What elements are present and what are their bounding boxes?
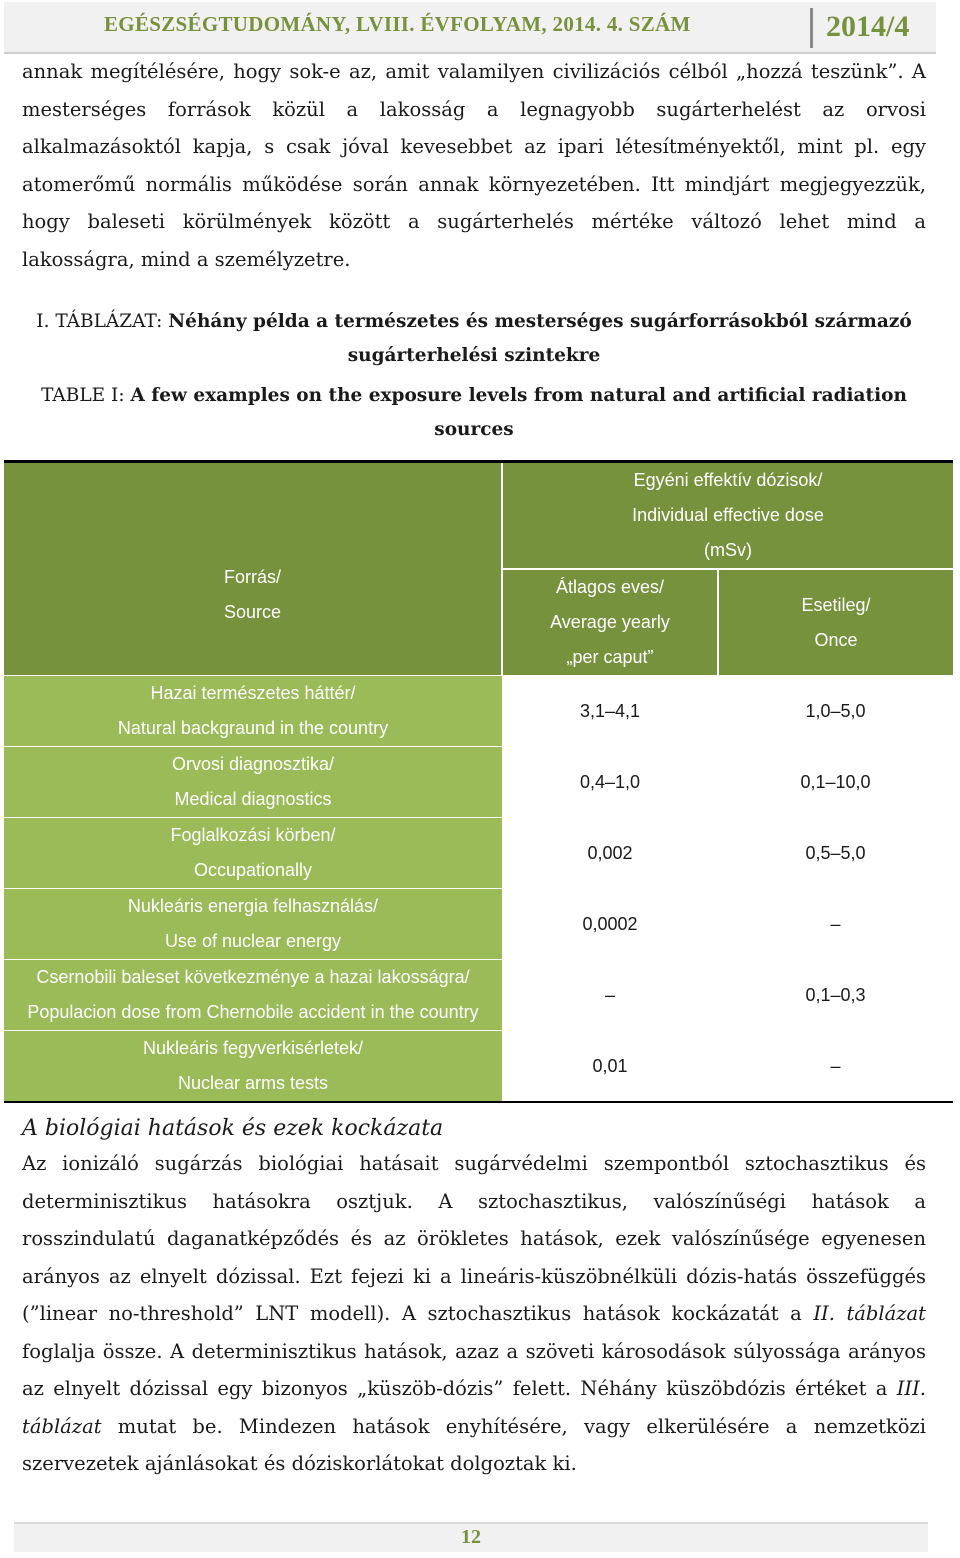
source-hu: Orvosi diagnosztika/: [171, 754, 335, 774]
source-en: Use of nuclear energy: [164, 931, 342, 951]
table-row: [4, 747, 953, 818]
page-header: [4, 2, 936, 54]
caption-hu-prefix: I. TÁBLÁZAT:: [36, 311, 169, 332]
body-text-3: mutat be. Mindezen hatások enyhítésére, vagy elkerülésére a nemzetközi szervezetek ajánlásokat és dóziskorlátokat dolgoztak ki.: [22, 1414, 926, 1475]
exposure-table: [4, 460, 953, 1103]
source-cell: [4, 747, 502, 818]
table-row: [4, 676, 953, 747]
header-avg-note: „per caput”: [566, 647, 654, 667]
avg-value: 0,01: [502, 1031, 718, 1103]
table-row: [4, 960, 953, 1031]
source-cell: [4, 889, 502, 960]
header-avg-hu: Átlagos eves/: [555, 577, 665, 597]
source-hu: Nukleáris energia felhasználás/: [127, 896, 379, 916]
header-source-hu: Forrás/: [223, 567, 281, 587]
header-source-cell: [4, 462, 502, 676]
body-text-2: foglalja össze. A determinisztikus hatások, azaz a szöveti károsodások súlyossága arányos az elnyelt dózissal egy bizonyos „küszöb-dózis” felett. Néhány küszöbdózis értéket a: [22, 1339, 926, 1400]
header-once-cell: [718, 569, 953, 676]
avg-value: –: [502, 960, 718, 1031]
source-en: Natural backgraund in the country: [117, 718, 389, 738]
header-dose-hu: Egyéni effektív dózisok/: [633, 470, 823, 490]
caption-hu-title: Néhány példa a természetes és mesterséges sugárforrásokból származó sugárterhelési szintekre: [168, 311, 912, 366]
source-en: Medical diagnostics: [174, 789, 332, 809]
caption-en-title: A few examples on the exposure levels from natural and artificial radiation sources: [130, 385, 907, 440]
avg-value: 0,0002: [502, 889, 718, 960]
section-heading: A biológiai hatások és ezek kockázata: [22, 1116, 444, 1141]
source-cell: [4, 1031, 502, 1103]
source-cell: [4, 960, 502, 1031]
source-en: Populacion dose from Chernobile accident in the country: [27, 1002, 479, 1022]
once-value: –: [718, 1031, 953, 1103]
source-en: Nuclear arms tests: [177, 1073, 329, 1093]
source-hu: Foglalkozási körben/: [170, 825, 336, 845]
page-number: 12: [461, 1526, 481, 1548]
table-row: [4, 1031, 953, 1103]
once-value: 1,0–5,0: [718, 676, 953, 747]
table-caption-en: [22, 379, 926, 447]
source-cell: [4, 676, 502, 747]
table-ref-2: II. táblázat: [813, 1302, 926, 1325]
source-en: Occupationally: [193, 860, 313, 880]
table-row: [4, 818, 953, 889]
header-avg-cell: [502, 569, 718, 676]
avg-value: 0,002: [502, 818, 718, 889]
body-text-1: Az ionizáló sugárzás biológiai hatásait sugárvédelmi szempontból sztochasztikus és determinisztikus hatásokra osztjuk. A sztochasztikus, valószínűségi hatások a rosszindulatú daganatképződés és az örökletes hatások, ezek valószínűsége egyenesen arányos az elnyelt dózissal. Ezt fejezi ki a lineáris-küszöbnélküli dózis-hatás összefüggés (”linear no-threshold” LNT modell). A sztochasztikus hatások kockázatát a: [22, 1152, 926, 1325]
header-avg-en: Average yearly: [550, 612, 670, 632]
source-cell: [4, 818, 502, 889]
header-once-en: Once: [814, 629, 858, 650]
source-hu: Hazai természetes háttér/: [150, 683, 356, 703]
caption-en-prefix: TABLE I:: [41, 385, 131, 406]
once-value: 0,1–0,3: [718, 960, 953, 1031]
header-dose-en: Individual effective dose: [632, 505, 824, 525]
journal-title: EGÉSZSÉGTUDOMÁNY, LVIII. ÉVFOLYAM, 2014. 4. SZÁM: [104, 12, 691, 36]
header-divider: [810, 8, 813, 48]
avg-value: 3,1–4,1: [502, 676, 718, 747]
page-footer: [14, 1522, 928, 1552]
body-paragraph: [22, 1145, 926, 1483]
header-once-hu: Esetileg/: [801, 594, 871, 615]
header-source-en: Source: [223, 602, 282, 622]
header-dose-cell: [502, 462, 953, 570]
once-value: 0,1–10,0: [718, 747, 953, 818]
source-hu: Csernobili baleset következménye a hazai lakosságra/: [36, 967, 470, 987]
avg-value: 0,4–1,0: [502, 747, 718, 818]
intro-paragraph: annak megítélésére, hogy sok-e az, amit valamilyen civilizációs célból „hozzá teszünk”. A mesterséges források közül a lakosság a legnagyobb sugárterhelést az orvosi alkalmazásoktól kapja, s csak jóval kevesebbet az ipari létesítményektől, mint pl. egy atomerőmű normális működése során annak környezetében. Itt mindjárt megjegyezzük, hogy baleseti körülmények között a sugárterhelés mértéke változó lehet mind a lakosságra, mind a személyzetre.: [22, 60, 926, 271]
issue-number: 2014/4: [826, 10, 910, 43]
table-caption-hu: [22, 305, 926, 373]
source-hu: Nukleáris fegyverkisérletek/: [142, 1038, 364, 1058]
once-value: 0,5–5,0: [718, 818, 953, 889]
table-row: [4, 889, 953, 960]
header-dose-unit: (mSv): [704, 540, 752, 560]
table-ref-3: III. táblázat: [22, 1377, 926, 1438]
once-value: –: [718, 889, 953, 960]
